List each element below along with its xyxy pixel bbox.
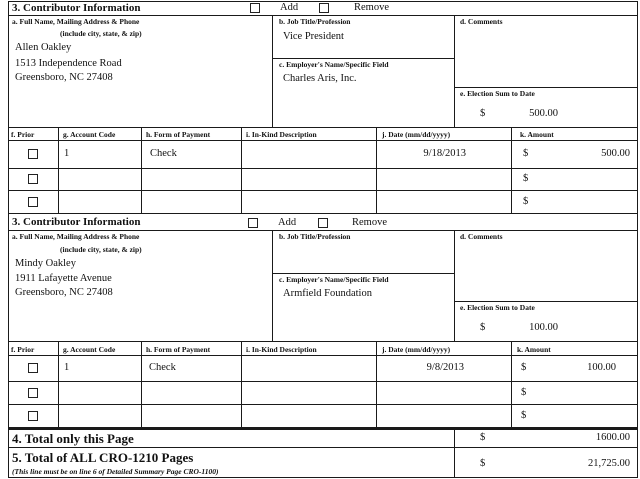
prior-checkbox[interactable] (28, 174, 38, 184)
all-pages-total-note: (This line must be on line 6 of Detailed Summary Page CRO-1100) (12, 467, 219, 476)
amount-currency: $ (521, 362, 527, 373)
amount-value: 100.00 (587, 362, 616, 373)
amount-currency: $ (523, 196, 529, 207)
payment-form-header: h. Form of Payment (146, 345, 211, 354)
name-subheader: (include city, state, & zip) (60, 245, 142, 254)
page-total-label: 4. Total only this Page (12, 431, 134, 446)
account-code-value: 1 (64, 148, 70, 159)
date-value: 9/8/2013 (426, 362, 464, 373)
name-header: a. Full Name, Mailing Address & Phone (12, 232, 140, 241)
account-code-header: g. Account Code (63, 345, 116, 354)
election-sum-currency: $ (480, 322, 486, 333)
all-pages-total-currency: $ (480, 458, 486, 469)
amount-header: k. Amount (520, 130, 554, 139)
prior-header: f. Prior (11, 130, 35, 139)
job-header: b. Job Title/Profession (279, 17, 351, 26)
election-sum-value: 100.00 (529, 322, 558, 333)
remove-label: Remove (352, 217, 387, 228)
page-total-currency: $ (480, 432, 486, 443)
contributor-address-line2: Greensboro, NC 27408 (15, 72, 113, 83)
amount-currency: $ (521, 410, 527, 421)
date-value: 9/18/2013 (423, 148, 466, 159)
remove-label: Remove (354, 2, 389, 13)
amount-currency: $ (521, 387, 527, 398)
name-subheader: (include city, state, & zip) (60, 29, 142, 38)
date-header: j. Date (mm/dd/yyyy) (382, 345, 451, 354)
amount-currency: $ (523, 173, 529, 184)
election-sum-header: e. Election Sum to Date (460, 303, 535, 312)
contributor-address-line1: 1911 Lafayette Avenue (15, 273, 112, 284)
section-title: 3. Contributor Information (12, 216, 141, 228)
prior-checkbox[interactable] (28, 197, 38, 207)
payment-form-value: Check (150, 148, 177, 159)
employer-header: c. Employer's Name/Specific Field (279, 275, 389, 284)
add-label: Add (278, 217, 297, 228)
prior-checkbox[interactable] (28, 388, 38, 398)
comments-header: d. Comments (460, 232, 503, 241)
election-sum-value: 500.00 (529, 108, 558, 119)
all-pages-total-label: 5. Total of ALL CRO-1210 Pages (12, 450, 194, 465)
prior-checkbox[interactable] (28, 363, 38, 373)
amount-value: 500.00 (601, 148, 630, 159)
election-sum-header: e. Election Sum to Date (460, 89, 535, 98)
inkind-header: i. In-Kind Description (246, 130, 317, 139)
comments-header: d. Comments (460, 17, 503, 26)
payment-form-value: Check (149, 362, 176, 373)
contributor-name: Mindy Oakley (15, 258, 76, 269)
date-header: j. Date (mm/dd/yyyy) (382, 130, 451, 139)
employer-header: c. Employer's Name/Specific Field (279, 60, 389, 69)
name-header: a. Full Name, Mailing Address & Phone (12, 17, 140, 26)
inkind-header: i. In-Kind Description (246, 345, 317, 354)
all-pages-total-value: 21,725.00 (588, 458, 630, 469)
employer-value: Charles Aris, Inc. (283, 73, 357, 84)
payment-form-header: h. Form of Payment (146, 130, 211, 139)
add-checkbox[interactable] (248, 218, 258, 228)
remove-checkbox[interactable] (319, 3, 329, 13)
prior-header: f. Prior (11, 345, 35, 354)
add-label: Add (280, 2, 299, 13)
section-title: 3. Contributor Information (12, 2, 141, 14)
amount-currency: $ (523, 148, 529, 159)
prior-checkbox[interactable] (28, 149, 38, 159)
employer-value: Armfield Foundation (283, 288, 372, 299)
amount-header: k. Amount (517, 345, 551, 354)
account-code-header: g. Account Code (63, 130, 116, 139)
contributor-name: Allen Oakley (15, 42, 72, 53)
contributor-address-line2: Greensboro, NC 27408 (15, 287, 113, 298)
remove-checkbox[interactable] (318, 218, 328, 228)
election-sum-currency: $ (480, 108, 486, 119)
page-total-value: 1600.00 (595, 432, 630, 443)
prior-checkbox[interactable] (28, 411, 38, 421)
account-code-value: 1 (64, 362, 70, 373)
job-header: b. Job Title/Profession (279, 232, 351, 241)
add-checkbox[interactable] (250, 3, 260, 13)
job-title-value: Vice President (283, 31, 344, 42)
contributor-address-line1: 1513 Independence Road (15, 58, 122, 69)
